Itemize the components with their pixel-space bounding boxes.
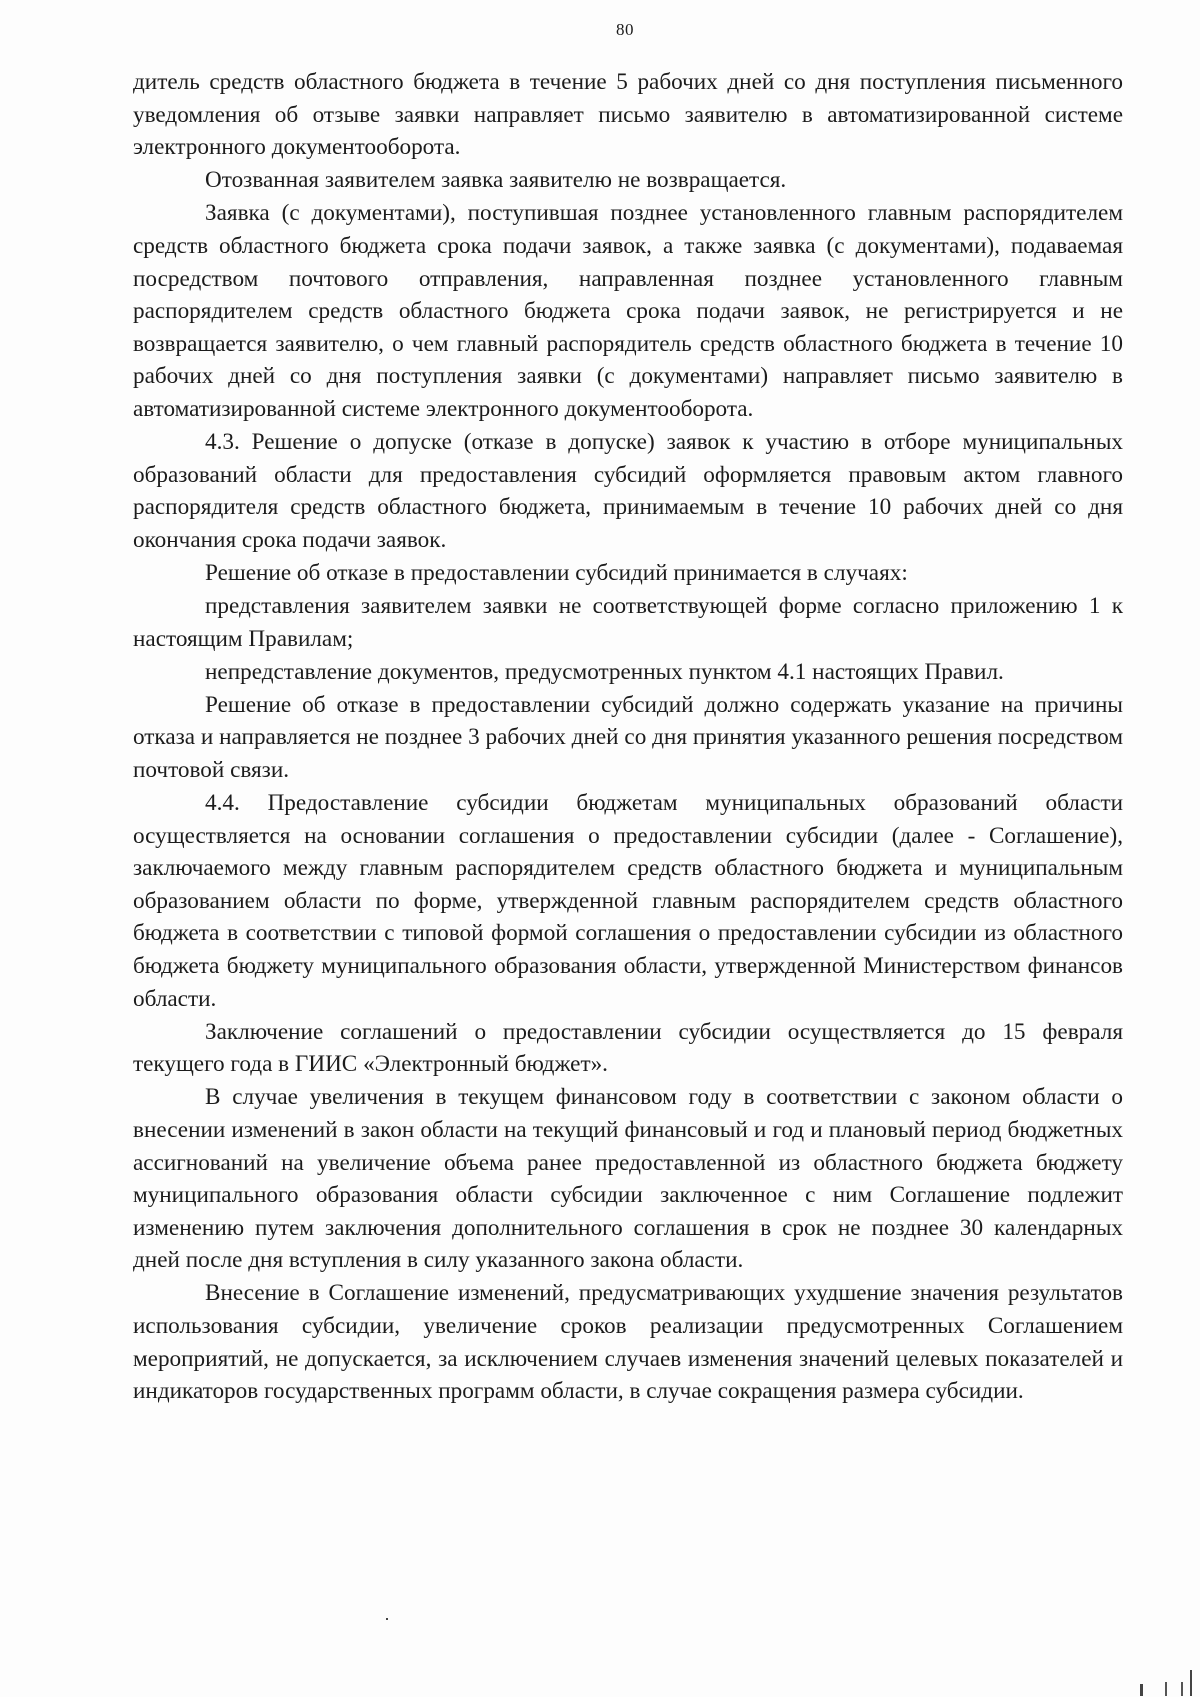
paragraph-section-4-4: 4.4. Предоставление субсидии бюджетам муниципальных образований области осуществляется на основании соглашения о предоставлении субсидии (далее - Соглашение), заключаемого между главным распорядителем средств областного бюджета и муниципальным образованием области по форме, утвержденной главным распорядителем средств областного бюджета в соответствии с типовой формой соглашения о предоставлении субсидии из областного бюджета бюджету муниципального образования области, утвержденной Министерством финансов области. xyxy=(133,790,1123,1012)
paragraph-continuation: дитель средств областного бюджета в течение 5 рабочих дней со дня поступления письменного уведомления об отзыве заявки направляет письмо заявителю в автоматизированной системе электронного документооборота. xyxy=(133,69,1123,161)
paragraph-refusal-case-documents: непредставление документов, предусмотренных пунктом 4.1 настоящих Правил. xyxy=(205,658,1004,685)
paragraph-late-application: Заявка (с документами), поступившая позднее установленного главным распорядителем средств областного бюджета срока подачи заявок, а также заявка (с документами), подаваемая посредством почтового отправления, направленная позднее установленного главным распорядителем средств областного бюджета срока подачи заявок, не регистрируется и не возвращается заявителю, о чем главный распорядитель средств областного бюджета в течение 10 рабочих дней со дня поступления заявки (с документами) направляет письмо заявителю в автоматизированной системе электронного документооборота. xyxy=(133,200,1123,422)
paragraph-agreement-changes: Внесение в Соглашение изменений, предусматривающих ухудшение значения результатов использования субсидии, увеличение сроков реализации предусмотренных Соглашением мероприятий, не допускается, за исключением случаев изменения значений целевых показателей и индикаторов государственных программ области, в случае сокращения размера субсидии. xyxy=(133,1280,1123,1405)
paragraph-withdrawn-application: Отозванная заявителем заявка заявителю не возвращается. xyxy=(205,167,787,194)
paragraph-refusal-cases: Решение об отказе в предоставлении субсидий принимается в случаях: xyxy=(205,559,908,586)
paragraph-agreement-amendment: В случае увеличения в текущем финансовом году в соответствии с законом области о внесении изменений в закон области на текущий финансовый и год и плановый период бюджетных ассигнований на увеличение объема ранее предоставленной из областного бюджета бюджету муниципального образования области субсидии заключенное с ним Соглашение подлежит изменению путем заключения дополнительного соглашения в срок не позднее 30 календарных дней после дня вступления в силу указанного закона области. xyxy=(133,1084,1123,1274)
page-number: 80 xyxy=(616,20,634,39)
scan-artifact-mark xyxy=(1140,1684,1143,1696)
document-body xyxy=(133,66,1123,1408)
paragraph-section-4-3: 4.3. Решение о допуске (отказе в допуске) заявок к участию в отборе муниципальных образований области для предоставления субсидий оформляется правовым актом главного распорядителя средств областного бюджета, принимаемым в течение 10 рабочих дней со дня окончания срока подачи заявок. xyxy=(133,429,1123,553)
scan-artifact-dot xyxy=(386,1618,388,1620)
scan-artifact-mark xyxy=(1165,1682,1183,1696)
paragraph-agreement-deadline: Заключение соглашений о предоставлении субсидии осуществляется до 15 февраля текущего года в ГИИС «Электронный бюджет». xyxy=(133,1018,1123,1078)
paragraph-refusal-case-form: представления заявителем заявки не соответствующей форме согласно приложению 1 к настоящим Правилам; xyxy=(133,593,1123,652)
scan-artifact-mark xyxy=(1190,1670,1192,1696)
paragraph-refusal-decision: Решение об отказе в предоставлении субсидий должно содержать указание на причины отказа и направляется не позднее 3 рабочих дней со дня принятия указанного решения посредством почтовой связи. xyxy=(133,691,1123,783)
